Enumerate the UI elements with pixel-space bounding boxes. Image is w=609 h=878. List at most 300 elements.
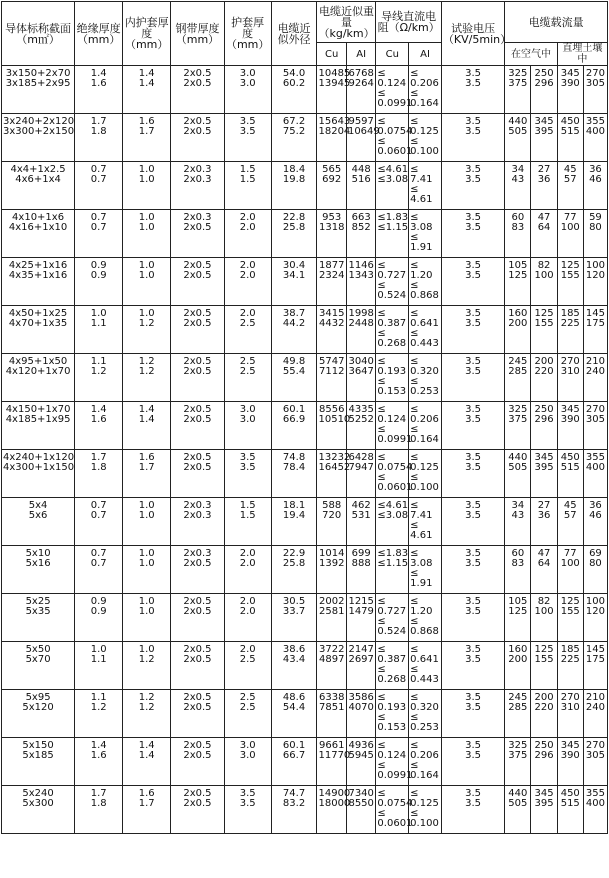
cell-line: 46 <box>589 174 602 185</box>
cell-line: 6338 <box>318 692 345 703</box>
cell-line: 345 <box>534 116 554 127</box>
cell-line: 48.6 <box>282 692 306 703</box>
cell-line: 3x300+2x150 <box>3 126 75 137</box>
cell-line: 440 <box>508 116 528 127</box>
cell-steel <box>171 162 225 210</box>
cell-line: 36 <box>589 164 602 175</box>
cell-line: 30.5 <box>282 596 306 607</box>
cell-line: 0.100 <box>410 482 439 493</box>
cell-line: 155 <box>534 654 554 665</box>
cell-air-al <box>531 66 557 114</box>
cell-sheath <box>224 162 271 210</box>
cell-line: 5x16 <box>25 558 51 569</box>
cell-line: 3040 <box>348 356 374 367</box>
cell-line: 0.9 <box>90 596 107 607</box>
cell-od <box>271 210 317 258</box>
cell-r-al <box>409 162 442 210</box>
cell-line: 80 <box>589 222 602 233</box>
cell-soil-cu <box>557 402 583 450</box>
cell-r-al <box>409 114 442 162</box>
cell-r-cu <box>376 498 409 546</box>
cell-steel <box>171 114 225 162</box>
header-buried: 直埋土壤中 <box>557 43 607 66</box>
cell-tv <box>441 786 504 834</box>
cell-line: 0.164 <box>410 98 439 109</box>
cell-line: 3.5 <box>465 692 482 703</box>
cell-line: ≤ <box>410 424 419 435</box>
cell-w-cu <box>317 642 346 690</box>
cell-line: 250 <box>534 404 554 415</box>
cell-line: 3.5 <box>239 116 256 127</box>
cell-ins <box>75 690 123 738</box>
cell-line: 2x0.5 <box>183 68 212 79</box>
cell-steel <box>171 786 225 834</box>
cell-line: 0.387 <box>377 318 407 329</box>
cell-w-cu <box>317 738 351 786</box>
cell-line: 1318 <box>318 222 345 233</box>
cell-soil-al <box>583 402 607 450</box>
cell-line: 4335 <box>348 404 374 415</box>
cell-line: 2x0.5 <box>183 222 212 233</box>
cell-line: 2147 <box>348 644 374 655</box>
cell-ins <box>75 642 123 690</box>
cell-line: ≤ <box>410 548 419 559</box>
cell-tv <box>441 66 504 114</box>
table-row <box>2 498 608 546</box>
cell-w-al <box>346 306 375 354</box>
cell-line: 3.5 <box>465 558 482 569</box>
cell-inner <box>123 690 171 738</box>
cell-line: 155 <box>534 318 554 329</box>
cell-w-cu <box>317 402 351 450</box>
cell-line: 2324 <box>318 270 345 281</box>
cell-air-cu <box>505 498 531 546</box>
cell-line: 1.7 <box>138 126 155 137</box>
cell-sheath <box>224 306 271 354</box>
cell-soil-cu <box>557 258 583 306</box>
cell-line: ≤ <box>377 356 386 367</box>
cell-line: 1.0 <box>90 644 107 655</box>
cell-line: 400 <box>585 126 605 137</box>
cell-r-cu <box>376 786 413 834</box>
cell-line: 450 <box>560 116 580 127</box>
cell-line: 0.320 <box>410 366 439 377</box>
cell-line: 36 <box>537 510 551 521</box>
cell-line: 125 <box>560 596 580 607</box>
cell-od <box>271 450 317 498</box>
cell-spec <box>2 66 75 114</box>
cell-r-cu <box>376 354 409 402</box>
cell-line: 1.20 <box>410 270 433 281</box>
cell-tv <box>441 594 504 642</box>
cell-line: 3.5 <box>465 78 482 89</box>
cell-steel <box>171 450 225 498</box>
cell-line: 0.9 <box>90 270 107 281</box>
cell-line: 145 <box>585 308 605 319</box>
cell-line: ≤ <box>410 520 419 531</box>
cell-od <box>271 498 317 546</box>
cell-line: 200 <box>508 654 528 665</box>
cell-line: 82 <box>537 596 551 607</box>
cell-line: ≤ <box>410 376 419 387</box>
cell-r-al <box>409 690 442 738</box>
cell-line: 5x120 <box>22 702 54 713</box>
cell-line: 175 <box>585 654 605 665</box>
cell-line: 250 <box>534 740 554 751</box>
cell-line: 3.0 <box>239 404 256 415</box>
cell-line: 2x0.3 <box>183 174 212 185</box>
cell-soil-cu <box>557 354 583 402</box>
cell-line: 25.8 <box>282 558 306 569</box>
cell-ins <box>75 258 123 306</box>
cell-line: ≤ <box>410 788 419 799</box>
cell-line: 210 <box>585 356 605 367</box>
cell-soil-cu <box>557 162 583 210</box>
cell-line: 13945 <box>318 78 351 89</box>
cell-line: 155 <box>560 270 580 281</box>
cell-air-al <box>531 594 557 642</box>
cell-line: ≤ <box>377 616 386 627</box>
cell-line: 0.727 <box>377 270 407 281</box>
cell-line: ≤ <box>377 88 386 99</box>
cell-line: 0.868 <box>410 290 439 301</box>
cell-line: 1146 <box>348 260 374 271</box>
cell-line: 325 <box>508 404 528 415</box>
cell-line: 2x0.5 <box>183 270 212 281</box>
cell-line: 5252 <box>348 414 374 425</box>
cell-od <box>271 690 317 738</box>
cell-line: 2.0 <box>239 606 256 617</box>
cell-r-cu <box>376 642 409 690</box>
cell-soil-al <box>583 162 607 210</box>
cell-line: ≤ <box>377 404 386 415</box>
cell-line: 3.5 <box>465 510 482 521</box>
cell-tv <box>441 738 504 786</box>
cell-line: 2x0.3 <box>183 548 212 559</box>
table-row <box>2 162 608 210</box>
cell-ins <box>75 162 123 210</box>
cell-tv <box>441 162 504 210</box>
cell-line: ≤ <box>377 136 386 147</box>
cell-line: 1.8 <box>90 126 107 137</box>
cell-line: 3.08 <box>410 222 433 233</box>
cell-w-al <box>346 738 375 786</box>
cell-line: 345 <box>534 788 554 799</box>
cell-air-cu <box>505 210 531 258</box>
cell-tv <box>441 210 504 258</box>
cell-line: ≤ <box>410 644 419 655</box>
cell-line: 2697 <box>348 654 374 665</box>
cell-line: ≤ <box>377 68 386 79</box>
cell-line: 1.4 <box>138 750 155 761</box>
cell-line: 4070 <box>348 702 374 713</box>
cell-line: 46 <box>589 510 602 521</box>
cell-line: 5x50 <box>25 644 51 655</box>
cell-line: 66.7 <box>282 750 306 761</box>
cell-line: 0.387 <box>377 654 407 665</box>
cell-sheath <box>224 738 271 786</box>
cell-air-cu <box>505 306 531 354</box>
cell-line: 0.153 <box>377 386 407 397</box>
cell-r-al <box>409 498 442 546</box>
cell-line: 0.320 <box>410 702 439 713</box>
header-weight-al: AI <box>346 43 375 66</box>
cell-line: 345 <box>560 68 580 79</box>
cell-line: 2.0 <box>239 558 256 569</box>
cell-soil-al <box>583 786 607 834</box>
cell-line: 3.5 <box>465 404 482 415</box>
cell-line: ≤ <box>377 760 386 771</box>
cell-w-cu <box>317 66 351 114</box>
cell-line: 4.61 <box>410 530 433 541</box>
cell-line: ≤ <box>410 328 419 339</box>
cell-line: 305 <box>585 750 605 761</box>
cell-air-al <box>531 162 557 210</box>
cell-line: ≤ <box>377 788 386 799</box>
cell-soil-al <box>583 498 607 546</box>
cell-air-al <box>531 114 557 162</box>
cell-line: 395 <box>534 798 554 809</box>
cell-sheath <box>224 690 271 738</box>
cell-line: ≤ <box>377 740 386 751</box>
cell-line: 27 <box>537 164 551 175</box>
cell-steel <box>171 258 225 306</box>
cell-line: ≤1.83 <box>377 548 409 559</box>
cell-steel <box>171 210 225 258</box>
cell-w-cu <box>317 786 351 834</box>
cell-line: 43.4 <box>282 654 306 665</box>
cell-ins <box>75 306 123 354</box>
cell-line: 0.7 <box>90 174 107 185</box>
header-weight: 电缆近似重量（kg/km） <box>317 2 376 43</box>
cell-line: 692 <box>322 174 342 185</box>
cell-w-al <box>346 690 375 738</box>
cell-line: ≤1.15 <box>377 558 409 569</box>
cell-line: 2.0 <box>239 644 256 655</box>
cell-line: 345 <box>560 404 580 415</box>
cell-soil-al <box>583 594 607 642</box>
cell-line: 2.0 <box>239 596 256 607</box>
cell-line: 210 <box>585 692 605 703</box>
cell-line: 0.0754 <box>377 462 413 473</box>
cell-spec <box>2 210 75 258</box>
cell-line: 4x16+1x10 <box>8 222 68 233</box>
cell-line: 0.727 <box>377 606 407 617</box>
cell-line: 9264 <box>348 78 374 89</box>
cell-ins <box>75 738 123 786</box>
cell-line: 67.2 <box>282 116 306 127</box>
cell-line: 1.5 <box>239 174 256 185</box>
cell-line: 1.4 <box>90 68 107 79</box>
header-ampacity: 电缆载流量 <box>505 2 608 43</box>
cell-w-cu <box>317 498 346 546</box>
cell-line: 4936 <box>348 740 374 751</box>
cell-line: 0.7 <box>90 558 107 569</box>
cell-line: 225 <box>560 654 580 665</box>
cell-soil-al <box>583 546 607 594</box>
cell-line: 2002 <box>318 596 345 607</box>
cell-line: 125 <box>534 644 554 655</box>
cell-ins <box>75 450 123 498</box>
cell-air-cu <box>505 642 531 690</box>
cell-line: 400 <box>585 798 605 809</box>
cell-w-cu <box>317 258 346 306</box>
cell-line: 3x185+2x95 <box>5 78 71 89</box>
cell-line: 0.7 <box>90 222 107 233</box>
cell-line: 3.5 <box>465 260 482 271</box>
cell-line: 1.0 <box>138 308 155 319</box>
cell-line: 4x95+1x50 <box>8 356 68 367</box>
cell-inner <box>123 114 171 162</box>
cell-soil-cu <box>557 738 583 786</box>
cell-line: 0.524 <box>377 626 407 637</box>
cell-line: ≤ <box>410 760 419 771</box>
cell-soil-cu <box>557 66 583 114</box>
cell-line: 60.1 <box>282 404 306 415</box>
cell-line: ≤ <box>410 136 419 147</box>
cell-line: 2.5 <box>239 366 256 377</box>
cell-line: 10649 <box>347 126 380 137</box>
cell-line: 5x240 <box>22 788 54 799</box>
cell-r-al <box>409 258 442 306</box>
cell-soil-cu <box>557 594 583 642</box>
cell-soil-al <box>583 690 607 738</box>
cell-line: 2x0.5 <box>183 702 212 713</box>
cell-line: 22.9 <box>282 548 306 559</box>
cell-line: ≤ <box>410 260 419 271</box>
cell-line: 15643 <box>318 116 351 127</box>
cell-line: ≤ <box>377 260 386 271</box>
cell-line: 3.5 <box>465 788 482 799</box>
cell-inner <box>123 450 171 498</box>
cell-line: 0.206 <box>410 750 439 761</box>
cell-line: 305 <box>585 78 605 89</box>
cell-line: 2x0.5 <box>183 356 212 367</box>
cell-line: 305 <box>585 414 605 425</box>
cell-line: 9661 <box>318 740 345 751</box>
cell-air-al <box>531 402 557 450</box>
table-row <box>2 402 608 450</box>
cell-line: 155 <box>560 606 580 617</box>
cell-air-al <box>531 738 557 786</box>
cell-line: 0.7 <box>90 548 107 559</box>
cell-w-cu <box>317 162 346 210</box>
cell-line: 1392 <box>318 558 345 569</box>
cell-line: 4x185+1x95 <box>5 414 71 425</box>
cell-line: 185 <box>560 644 580 655</box>
cell-line: 1.0 <box>138 164 155 175</box>
cell-air-cu <box>505 594 531 642</box>
cell-line: 4x300+1x150 <box>3 462 75 473</box>
cell-line: 200 <box>508 318 528 329</box>
cell-line: 77 <box>563 212 577 223</box>
cell-line: 2x0.3 <box>183 164 212 175</box>
header-outer-diameter: 电缆近似外径 <box>271 2 317 66</box>
cell-line: ≤ <box>410 184 419 195</box>
cell-line: 0.641 <box>410 318 439 329</box>
cell-line: 1.2 <box>138 318 155 329</box>
cell-line: 80 <box>589 558 602 569</box>
cell-soil-al <box>583 738 607 786</box>
cell-line: 2x0.5 <box>183 260 212 271</box>
cell-od <box>271 402 317 450</box>
cell-r-al <box>409 546 442 594</box>
cell-ins <box>75 786 123 834</box>
cell-line: 270 <box>560 692 580 703</box>
cell-line: 0.7 <box>90 500 107 511</box>
cell-w-al <box>346 402 375 450</box>
cell-inner <box>123 546 171 594</box>
cell-tv <box>441 402 504 450</box>
cell-line: 2x0.5 <box>183 798 212 809</box>
cell-line: 375 <box>508 414 528 425</box>
cell-r-al <box>409 594 442 642</box>
cell-line: ≤ <box>377 116 386 127</box>
cell-line: 2x0.5 <box>183 414 212 425</box>
cell-line: 6768 <box>348 68 374 79</box>
cell-line: 1.5 <box>239 500 256 511</box>
cell-inner <box>123 354 171 402</box>
cell-line: 0.7 <box>90 164 107 175</box>
cell-w-al <box>346 114 380 162</box>
cell-line: 3.5 <box>465 750 482 761</box>
cell-line: 1877 <box>318 260 345 271</box>
cell-line: 45 <box>563 500 577 511</box>
cell-spec <box>2 786 75 834</box>
cell-line: ≤ <box>410 712 419 723</box>
cell-inner <box>123 498 171 546</box>
cell-line: 1.2 <box>138 654 155 665</box>
cell-line: 30.4 <box>282 260 306 271</box>
cell-line: 100 <box>560 222 580 233</box>
cell-line: 3.5 <box>465 414 482 425</box>
cell-line: 390 <box>560 414 580 425</box>
cell-line: 390 <box>560 78 580 89</box>
cell-line: 0.0601 <box>377 146 413 157</box>
cell-line: 185 <box>560 308 580 319</box>
cell-line: 25.8 <box>282 222 306 233</box>
cell-w-cu <box>317 114 351 162</box>
cell-line: 74.8 <box>282 452 306 463</box>
cell-line: 1.1 <box>90 356 107 367</box>
cell-line: 3.08 <box>410 558 433 569</box>
cell-line: 11770 <box>318 750 351 761</box>
cell-line: 1.4 <box>138 414 155 425</box>
header-resistance-al: AI <box>409 43 442 66</box>
cell-line: 1.91 <box>410 242 433 253</box>
cell-od <box>271 306 317 354</box>
cell-steel <box>171 306 225 354</box>
cell-line: 395 <box>534 462 554 473</box>
cell-line: 0.164 <box>410 434 439 445</box>
cell-line: 0.124 <box>377 414 407 425</box>
cell-line: 440 <box>508 788 528 799</box>
cell-tv <box>441 258 504 306</box>
cell-od <box>271 738 317 786</box>
cell-line: 531 <box>351 510 371 521</box>
cell-line: 2x0.5 <box>183 366 212 377</box>
cell-line: ≤ <box>377 644 386 655</box>
cell-r-al <box>409 210 442 258</box>
cell-line: 2x0.5 <box>183 126 212 137</box>
cell-line: 44.2 <box>282 318 306 329</box>
cell-line: ≤ <box>377 692 386 703</box>
cell-line: 57 <box>563 510 577 521</box>
cell-w-cu <box>317 306 346 354</box>
cell-soil-al <box>583 66 607 114</box>
cell-line: 448 <box>351 164 371 175</box>
cell-line: 1014 <box>318 548 345 559</box>
